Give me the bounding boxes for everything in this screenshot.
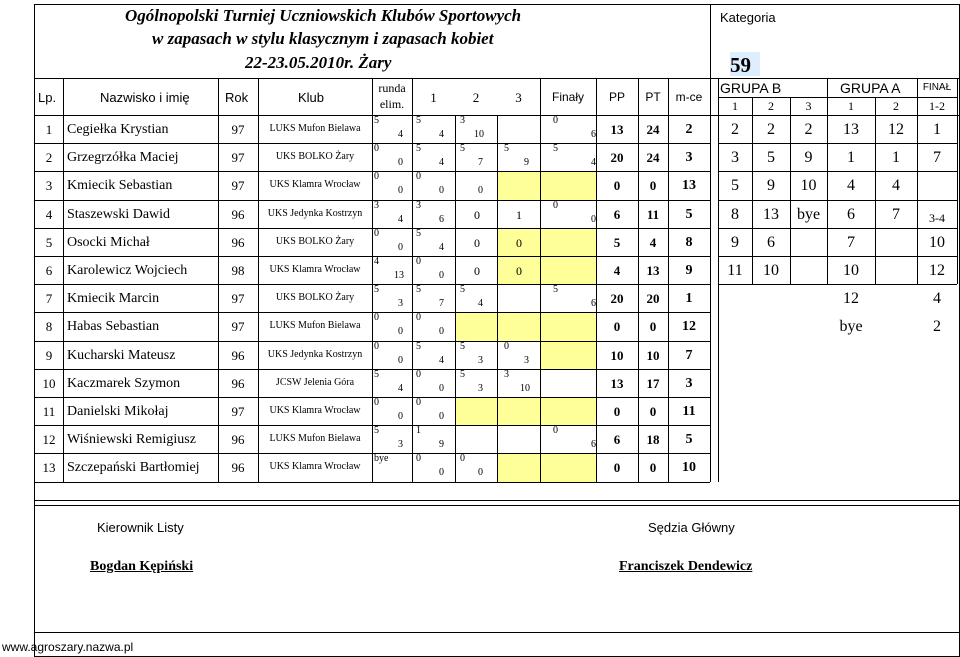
grupa-a-cell: 7: [892, 205, 900, 223]
col-rok: Rok: [225, 90, 249, 105]
kierownik-label: Kierownik Listy: [97, 520, 184, 535]
round-score-top: 0: [553, 115, 558, 126]
round-score-top: 0: [460, 453, 465, 465]
grid-line: [540, 78, 541, 482]
kategoria-label: Kategoria: [720, 10, 776, 25]
grupa-a-cell: 12: [843, 290, 859, 308]
grid-line: [668, 78, 669, 482]
grupa-b-cell: 2: [767, 121, 775, 138]
round-score-bottom: 0: [398, 185, 403, 197]
round-score-bottom: 4: [478, 298, 483, 310]
row-pp: 10: [610, 347, 624, 363]
row-rok: 96: [231, 432, 245, 448]
row-klub: UKS Klamra Wrocław: [269, 405, 361, 416]
round-score-top: 0: [374, 312, 379, 324]
highlight-round3: [497, 312, 540, 340]
round-score-bottom: 6: [591, 129, 596, 140]
row-lp: 2: [45, 150, 53, 166]
grupa-b-cell: 2: [731, 121, 739, 138]
round-score: 0: [516, 264, 522, 278]
round-score-top: 0: [416, 397, 421, 408]
row-lp: 11: [42, 404, 56, 419]
grupa-b-cell: 10: [763, 262, 779, 279]
row-lp: 13: [42, 460, 56, 476]
col-grupa-b-sub: 1: [732, 99, 738, 113]
row-klub: JCSW Jelenia Góra: [275, 376, 355, 388]
row-pt: 18: [646, 432, 660, 448]
kierownik-name: Bogdan Kępiński: [90, 559, 194, 574]
row-rok: 97: [231, 178, 245, 194]
grid-line: [718, 143, 957, 144]
round-score-bottom: 4: [439, 241, 444, 253]
grid-line: [718, 200, 957, 201]
grid-line: [34, 632, 960, 633]
round-score-bottom: 10: [520, 382, 530, 394]
grid-line: [63, 78, 64, 482]
col-grupa-b-sub: 3: [805, 99, 812, 113]
grid-line: [718, 284, 957, 285]
grid-line: [372, 78, 373, 482]
row-rok: 96: [231, 375, 245, 391]
final-cell: 4: [933, 290, 941, 308]
grupa-b-cell: 8: [731, 205, 739, 223]
row-rok: 97: [231, 404, 245, 419]
round-score-bottom: 9: [439, 439, 444, 451]
row-klub: LUKS Mufon Bielawa: [269, 123, 361, 134]
row-klub: UKS Klamra Wrocław: [269, 179, 361, 191]
title-line-2: w zapasach w stylu klasycznym i zapasach kobiet: [152, 29, 494, 48]
round-score-bottom: 4: [439, 354, 444, 366]
col-name: Nazwisko i imię: [100, 90, 190, 105]
row-rok: 96: [231, 234, 245, 250]
row-mce: 13: [682, 178, 696, 194]
final-cell: 12: [929, 262, 945, 279]
grid-line: [34, 4, 960, 5]
highlight-round2: [455, 312, 497, 340]
grid-line: [34, 500, 960, 501]
grid-line: [497, 115, 498, 482]
col-grupa-b-sub: 2: [768, 99, 774, 113]
grid-line: [258, 78, 259, 482]
grupa-a-cell: 7: [847, 233, 855, 251]
row-lp: 10: [42, 375, 56, 391]
row-pp: 4: [613, 263, 621, 278]
grupa-b-cell: 13: [763, 205, 779, 223]
row-pp: 0: [613, 319, 621, 335]
grid-line: [718, 256, 957, 257]
round-score-top: 5: [416, 227, 421, 239]
col-grupa-a: GRUPA A: [840, 80, 901, 96]
grid-line: [718, 78, 719, 482]
row-pp: 0: [613, 460, 621, 476]
col-round-1: 1: [430, 90, 437, 105]
row-rok: 96: [231, 460, 245, 476]
row-pt: 0: [649, 319, 657, 335]
round-score-bottom: 3: [478, 382, 483, 394]
row-pt: 20: [646, 291, 660, 307]
grid-line: [34, 505, 960, 506]
round-score-top: 3: [504, 368, 509, 380]
round-score: 0: [474, 235, 480, 250]
col-mce: m-ce: [675, 90, 703, 104]
row-name: Kaczmarek Szymon: [67, 375, 181, 391]
col-grupa-b: GRUPA B: [720, 80, 782, 96]
row-pp: 0: [613, 404, 621, 419]
row-mce: 12: [682, 319, 696, 335]
col-runda: runda: [378, 81, 406, 95]
round-score-top: 3: [460, 115, 465, 126]
row-rok: 96: [231, 347, 245, 363]
grupa-b-cell: 10: [800, 177, 817, 195]
round-score-top: 0: [553, 199, 558, 211]
row-lp: 8: [45, 319, 53, 335]
grupa-b-cell: 5: [731, 177, 739, 195]
col-round-2: 2: [472, 90, 480, 105]
row-pt: 4: [649, 234, 657, 250]
round-score-top: 0: [374, 340, 379, 352]
grid-line: [957, 78, 958, 284]
round-score-bottom: 4: [439, 157, 444, 169]
row-pt: 10: [646, 347, 660, 363]
row-name: Grzegrzółka Maciej: [67, 150, 179, 166]
round-score-top: 4: [374, 256, 379, 267]
round-score-top: 5: [416, 340, 421, 352]
highlight-finals: [540, 397, 596, 425]
round-score-top: 5: [374, 368, 379, 380]
row-mce: 3: [685, 375, 693, 391]
row-pt: 13: [646, 263, 660, 278]
round-score-bottom: 0: [439, 467, 444, 479]
row-mce: 7: [685, 347, 693, 363]
grupa-b-cell: 3: [731, 149, 739, 167]
row-mce: 5: [685, 432, 693, 448]
round-score-top: 5: [460, 143, 465, 155]
row-pp: 13: [610, 375, 624, 391]
row-lp: 12: [42, 432, 56, 448]
grid-line: [455, 115, 456, 482]
round-score: 0: [474, 207, 480, 222]
row-mce: 9: [685, 263, 693, 278]
grupa-a-cell: 1: [892, 149, 900, 167]
col-pt: PT: [645, 90, 661, 104]
row-name: Kmiecik Sebastian: [67, 178, 173, 194]
round-score-top: 5: [460, 340, 465, 352]
final-cell: 1: [933, 121, 941, 138]
row-rok: 98: [231, 263, 245, 278]
row-rok: 96: [231, 206, 245, 222]
round-score-bottom: 7: [478, 157, 483, 169]
round-score-bottom: 6: [591, 298, 596, 310]
round-score-bottom: 3: [478, 354, 483, 366]
final-cell: 10: [929, 233, 945, 251]
kategoria-value: 59: [730, 53, 751, 77]
row-klub: UKS Klamra Wrocław: [269, 461, 361, 473]
round-score-top: 5: [504, 143, 509, 155]
round-score-bottom: 4: [439, 129, 444, 140]
row-mce: 1: [685, 291, 693, 307]
round-score-bottom: 0: [439, 326, 444, 338]
round-score-top: 5: [553, 284, 558, 296]
row-mce: 10: [682, 460, 696, 476]
round-score-bottom: 3: [524, 354, 529, 366]
round-score-bottom: 0: [398, 157, 403, 169]
round-score: 0: [516, 235, 522, 250]
round-score-top: 5: [416, 115, 421, 126]
row-mce: 2: [685, 122, 693, 137]
round-score-top: 0: [374, 171, 379, 183]
grupa-b-cell: 5: [767, 149, 775, 167]
round-score-top: 0: [416, 312, 421, 324]
grupa-a-cell: 4: [892, 177, 900, 195]
highlight-finals: [540, 453, 596, 481]
row-klub: LUKS Mufon Bielawa: [269, 433, 361, 445]
final-cell: 7: [933, 149, 941, 167]
row-name: Staszewski Dawid: [67, 206, 171, 222]
round-score-bottom: 4: [398, 213, 403, 225]
round-score-top: 5: [374, 115, 379, 126]
final-cell: 3-4: [929, 210, 945, 225]
row-mce: 8: [685, 234, 693, 250]
round-score-bottom: 0: [398, 241, 403, 253]
grid-line: [638, 78, 639, 482]
row-pp: 20: [610, 291, 624, 307]
round-score-bottom: 0: [439, 270, 444, 281]
round-score-bottom: 3: [398, 439, 403, 451]
grupa-a-cell: bye: [839, 318, 863, 336]
col-round-3: 3: [515, 90, 522, 105]
website-link: www.agroszary.nazwa.pl: [2, 640, 134, 654]
row-name: Kucharski Mateusz: [67, 347, 176, 363]
round-score-bottom: 0: [591, 213, 596, 225]
highlight-finals: [540, 256, 596, 284]
round-score-bottom: 0: [439, 185, 444, 197]
row-name: Szczepański Bartłomiej: [67, 460, 200, 476]
col-grupa-a-sub: 2: [893, 99, 899, 113]
round-score: 1: [516, 207, 522, 222]
col-pp: PP: [608, 90, 625, 104]
round-score-top: 0: [553, 425, 558, 437]
highlight-finals: [540, 228, 596, 256]
round-score-bottom: 4: [398, 129, 403, 140]
row-rok: 97: [231, 291, 245, 307]
grid-line: [718, 228, 957, 229]
grupa-a-cell: 12: [888, 121, 904, 138]
highlight-round3: [497, 397, 540, 425]
round-score-top: 5: [553, 143, 558, 155]
col-elim: elim.: [379, 97, 405, 111]
grid-line: [412, 78, 413, 482]
row-name: Osocki Michał: [67, 234, 150, 250]
highlight-finals: [540, 312, 596, 340]
round-score-bottom: 3: [398, 298, 403, 310]
col-final-sub: 1-2: [929, 99, 945, 113]
round-score-top: 3: [416, 199, 421, 211]
round-score: 0: [474, 264, 480, 278]
row-klub: UKS BOLKO Żary: [275, 235, 355, 247]
row-pp: 13: [610, 122, 624, 137]
col-lp: Lp.: [38, 90, 57, 105]
round-score-top: 0: [416, 453, 421, 465]
row-pp: 0: [613, 178, 621, 194]
row-mce: 11: [682, 404, 696, 419]
round-score-top: 0: [416, 256, 421, 267]
grid-line: [596, 78, 597, 482]
grupa-a-cell: 1: [847, 149, 855, 167]
date-place: 22-23.05.2010r. Żary: [245, 53, 392, 72]
round-score-bottom: 0: [478, 185, 483, 197]
final-cell: 2: [933, 318, 941, 336]
row-lp: 7: [45, 291, 53, 307]
round-score-bottom: 0: [398, 411, 403, 422]
highlight-finals: [540, 341, 596, 369]
grupa-b-cell: 6: [767, 233, 775, 251]
sedzia-name: Franciszek Dendewicz: [619, 559, 753, 574]
round-score-top: 1: [416, 425, 421, 437]
row-pt: 0: [649, 460, 657, 476]
row-klub: UKS Jedynka Kostrzyn: [267, 207, 363, 219]
grupa-a-cell: 6: [847, 205, 855, 223]
row-pt: 11: [646, 206, 660, 222]
highlight-finals: [540, 171, 596, 199]
grupa-b-cell: 11: [727, 262, 743, 279]
round-score-top: 0: [504, 340, 509, 352]
grupa-a-cell: 10: [843, 262, 859, 279]
col-grupa-a-sub: 1: [848, 99, 854, 113]
grupa-b-cell: 2: [804, 121, 813, 138]
row-lp: 1: [45, 122, 53, 137]
grupa-a-cell: 4: [847, 177, 855, 195]
row-rok: 97: [231, 319, 245, 335]
row-klub: UKS Klamra Wrocław: [269, 264, 361, 275]
grupa-a-cell: 13: [843, 121, 859, 138]
row-pt: 17: [646, 375, 660, 391]
round-score-top: 3: [374, 199, 379, 211]
row-pp: 20: [610, 150, 624, 166]
round-score-bottom: 9: [524, 157, 529, 169]
col-klub: Klub: [298, 90, 325, 105]
round-score-top: 5: [416, 284, 421, 296]
round-score-top: 5: [374, 284, 379, 296]
row-pt: 0: [649, 178, 657, 194]
round-score-bottom: 0: [398, 326, 403, 338]
grid-line: [718, 97, 957, 98]
row-pt: 0: [649, 404, 657, 419]
round-score-top: 5: [460, 368, 465, 380]
row-klub: LUKS Mufon Bielawa: [269, 320, 361, 332]
row-pp: 6: [613, 432, 621, 448]
highlight-round2: [455, 397, 497, 425]
row-pp: 6: [613, 206, 621, 222]
round-score-top: 0: [374, 227, 379, 239]
round-score-top: 0: [416, 171, 421, 183]
round-score-top: 5: [416, 143, 421, 155]
highlight-round3: [497, 453, 540, 481]
grupa-b-cell: 9: [767, 177, 775, 195]
round-score-bottom: 13: [394, 270, 404, 281]
round-score-bottom: 10: [474, 129, 484, 140]
row-lp: 9: [45, 347, 53, 363]
round-score-bottom: 0: [439, 411, 444, 422]
grupa-b-cell: 9: [804, 149, 813, 167]
row-mce: 3: [685, 150, 693, 166]
row-lp: 5: [45, 234, 53, 250]
row-name: Wiśniewski Remigiusz: [67, 432, 196, 448]
round-score-top: 0: [416, 368, 421, 380]
row-pt: 24: [646, 122, 660, 137]
row-mce: 5: [685, 206, 693, 222]
round-score-top: 0: [374, 143, 379, 155]
round-score-bottom: 7: [439, 298, 444, 310]
col-finaly: Finały: [551, 90, 584, 104]
round-score-bottom: 6: [439, 213, 444, 225]
row-lp: 3: [45, 178, 53, 194]
title-line-1: Ogólnopolski Turniej Uczniowskich Klubów Sportowych: [125, 6, 522, 25]
row-name: Habas Sebastian: [67, 319, 160, 335]
row-klub: UKS BOLKO Żary: [275, 151, 355, 163]
round-score-bottom: 0: [478, 467, 483, 479]
row-lp: 4: [45, 206, 53, 222]
round-score-bottom: 6: [591, 439, 596, 451]
highlight-round3: [497, 171, 540, 199]
round-score-bottom: 0: [398, 354, 403, 366]
sedzia-label: Sędzia Główny: [648, 520, 735, 535]
round-score-bottom: 4: [398, 382, 403, 394]
row-rok: 97: [231, 150, 245, 166]
round-score-top: 0: [374, 397, 379, 408]
round-score-top: 5: [374, 425, 379, 437]
round-score-bottom: 4: [591, 157, 596, 169]
row-pp: 5: [613, 234, 621, 250]
row-name: Karolewicz Wojciech: [67, 263, 188, 278]
grupa-b-cell: bye: [796, 205, 821, 223]
grid-line: [710, 78, 711, 482]
row-lp: 6: [45, 263, 53, 278]
row-rok: 97: [231, 122, 245, 137]
grid-line: [718, 115, 957, 116]
grid-line: [718, 171, 957, 172]
row-name: Danielski Mikołaj: [67, 404, 169, 419]
row-name: Cegiełka Krystian: [67, 122, 169, 137]
row-name: Kmiecik Marcin: [67, 291, 160, 307]
grid-line: [218, 78, 219, 482]
row-pt: 24: [646, 150, 660, 166]
round-score-top: 5: [460, 284, 465, 296]
grid-line: [34, 482, 710, 483]
round-score-bottom: 0: [439, 382, 444, 394]
round-score-top: bye: [374, 453, 389, 465]
grid-line: [710, 78, 960, 79]
row-klub: UKS BOLKO Żary: [275, 292, 355, 304]
row-klub: UKS Jedynka Kostrzyn: [267, 348, 363, 360]
grupa-b-cell: 9: [731, 233, 739, 251]
col-final: FINAŁ: [922, 82, 952, 93]
